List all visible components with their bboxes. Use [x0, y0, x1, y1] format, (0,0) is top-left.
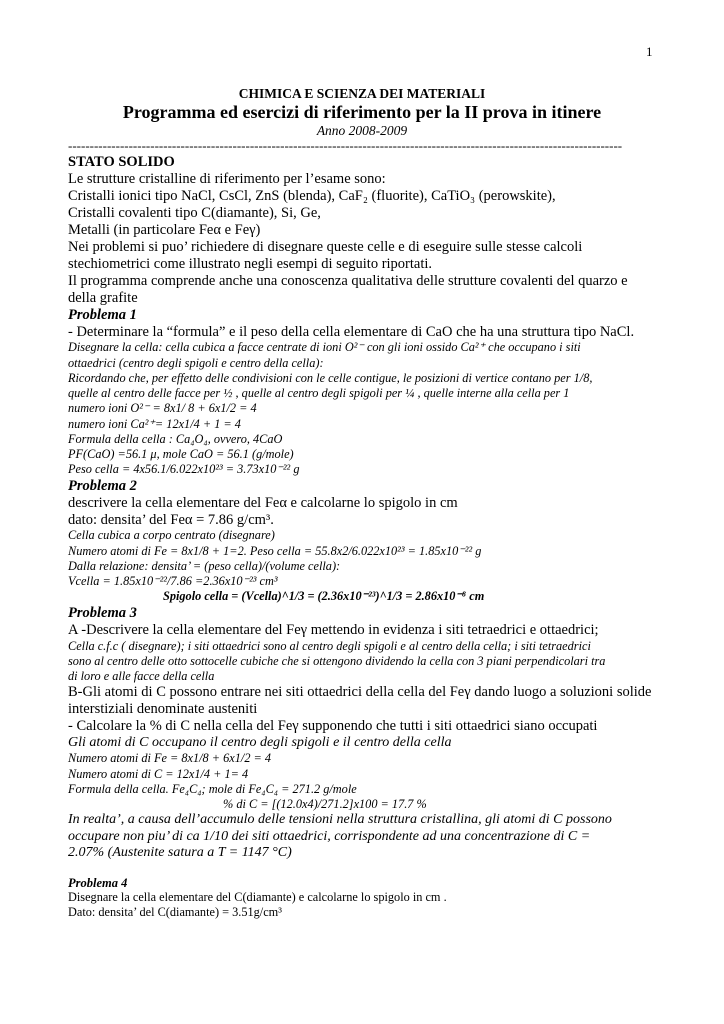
- problem-3-note: In realta’, a causa dell’accumulo delle tensioni nella struttura cristallina, gli atomi di C possono: [68, 812, 612, 828]
- problem-3-solution: Gli atomi di C occupano il centro degli spigoli e il centro della cella: [68, 735, 452, 751]
- problem-3-solution: sono al centro delle otto sottocelle cubiche che si ottengono dividendo la cella con 3 piani perpendicolari tra: [68, 653, 606, 668]
- problem-4-text: Dato: densita’ del C(diamante) = 3.51g/cm³: [68, 904, 282, 919]
- problem-1-heading: Problema 1: [68, 306, 137, 323]
- problem-1-solution: PF(CaO) =56.1 μ, mole CaO = 56.1 (g/mole): [68, 447, 294, 462]
- problem-3-solution: di loro e alle facce della cella: [68, 669, 215, 683]
- intro-line: Nei problemi si puo’ richiedere di disegnare queste celle e di eseguire sulle stesse calcoli: [68, 238, 583, 255]
- problem-3-solution: Cella c.f.c ( disegnare); i siti ottaedrici sono al centro degli spigoli e al centro della cella; i siti tetraedrici: [68, 638, 591, 653]
- problem-3-solution: Formula della cella. Fe₄C₄; mole di Fe₄C₄ = 271.2 g/mole: [68, 781, 357, 796]
- problem-3-text: B-Gli atomi di C possono entrare nei siti ottaedrici della cella del Feγ dando luogo a soluzioni solide: [68, 684, 652, 701]
- problem-2-heading: Problema 2: [68, 477, 137, 494]
- intro-line: Cristalli covalenti tipo C(diamante), Si, Ge,: [68, 204, 321, 221]
- section-title: STATO SOLIDO: [68, 154, 175, 170]
- problem-3-solution: Numero atomi di Fe = 8x1/8 + 6x1/2 = 4: [68, 751, 272, 766]
- problem-4-text: Disegnare la cella elementare del C(diamante) e calcolarne lo spigolo in cm .: [68, 890, 447, 905]
- document-body: [68, 154, 668, 919]
- document-title: Programma ed esercizi di riferimento per la II prova in itinere: [122, 102, 602, 122]
- problem-2-solution: Dalla relazione: densita’ = (peso cella)/(volume cella):: [68, 558, 341, 573]
- intro-line: Cristalli ionici tipo NaCl, CsCl, ZnS (blenda), CaF₂ (fluorite), CaTiO₃ (perowskite),: [68, 187, 556, 204]
- problem-2-solution: Vcella = 1.85x10⁻²²/7.86 =2.36x10⁻²³ cm³: [68, 574, 278, 589]
- problem-4-heading: Problema 4: [68, 875, 128, 890]
- problem-2-result: Spigolo cella = (Vcella)^1/3 = (2.36x10⁻²³)^1/3 = 2.86x10⁻⁸ cm: [163, 589, 485, 604]
- problem-2-text: descrivere la cella elementare del Feα e calcolarne lo spigolo in cm: [68, 494, 458, 511]
- intro-line: Le strutture cristalline di riferimento per l’esame sono:: [68, 170, 386, 187]
- problem-1-solution: Peso cella = 4x56.1/6.022x10²³ = 3.73x10⁻²² g: [68, 462, 300, 477]
- problem-3-text: interstiziali denominate austeniti: [68, 701, 258, 718]
- intro-line: Il programma comprende anche una conoscenza qualitativa delle strutture covalenti del quarzo e: [68, 272, 628, 289]
- problem-3-heading: Problema 3: [68, 604, 137, 621]
- problem-1-solution: Ricordando che, per effetto delle condivisioni con le celle contigue, le posizioni di vertice contano per 1/8,: [68, 370, 593, 385]
- problem-3-note: occupare non piu’ di ca 1/10 dei siti ottaedrici, corrispondente ad una concentrazione di C =: [68, 828, 591, 844]
- page-number: 1: [646, 44, 653, 59]
- problem-1-text: - Determinare la “formula” e il peso della cella elementare di CaO che ha una struttura tipo NaCl.: [68, 323, 635, 340]
- problem-3-result: % di C = [(12.0x4)/271.2]x100 = 17.7 %: [223, 797, 427, 812]
- problem-3-solution: Numero atomi di C = 12x1/4 + 1= 4: [68, 766, 249, 781]
- intro-line: Metalli (in particolare Feα e Feγ): [68, 221, 261, 238]
- problem-1-solution: quelle al centro delle facce per ½ , quelle al centro degli spigoli per ¼ , quelle interne alla cella per 1: [68, 386, 570, 401]
- intro-line: stechiometrici come illustrato negli esempi di seguito riportati.: [68, 255, 433, 272]
- problem-1-solution: Formula della cella : Ca₄O₄, ovvero, 4CaO: [68, 431, 283, 446]
- problem-2-solution: Cella cubica a corpo centrato (disegnare): [68, 528, 275, 543]
- problem-3-text: A -Descrivere la cella elementare del Feγ mettendo in evidenza i siti tetraedrici e ottaedrici;: [68, 621, 599, 638]
- problem-3-note: 2.07% (Austenite satura a T = 1147 °C): [68, 845, 292, 861]
- problem-1-solution: ottaedrici (centro degli spigoli e centro della cella):: [68, 355, 324, 370]
- problem-1-solution: numero ioni O²⁻ = 8x1/ 8 + 6x1/2 = 4: [68, 401, 257, 416]
- problem-3-text: - Calcolare la % di C nella cella del Feγ supponendo che tutti i siti ottaedrici siano occupati: [68, 718, 598, 735]
- problem-2-text: dato: densita’ del Feα = 7.86 g/cm³.: [68, 511, 274, 528]
- course-title: CHIMICA E SCIENZA DEI MATERIALI: [238, 86, 486, 101]
- problem-2-solution: Numero atomi di Fe = 8x1/8 + 1=2. Peso cella = 55.8x2/6.022x10²³ = 1.85x10⁻²² g: [68, 543, 482, 558]
- separator-line: --------------------------------------------------------------------------------------------------------------------------------: [68, 138, 623, 153]
- academic-year: Anno 2008-2009: [316, 123, 408, 138]
- intro-line: della grafite: [68, 289, 138, 306]
- problem-1-solution: numero ioni Ca²⁺= 12x1/4 + 1 = 4: [68, 416, 241, 431]
- problem-1-solution: Disegnare la cella: cella cubica a facce centrate di ioni O²⁻ con gli ioni ossido Ca²⁺ che occupano i siti: [68, 340, 581, 355]
